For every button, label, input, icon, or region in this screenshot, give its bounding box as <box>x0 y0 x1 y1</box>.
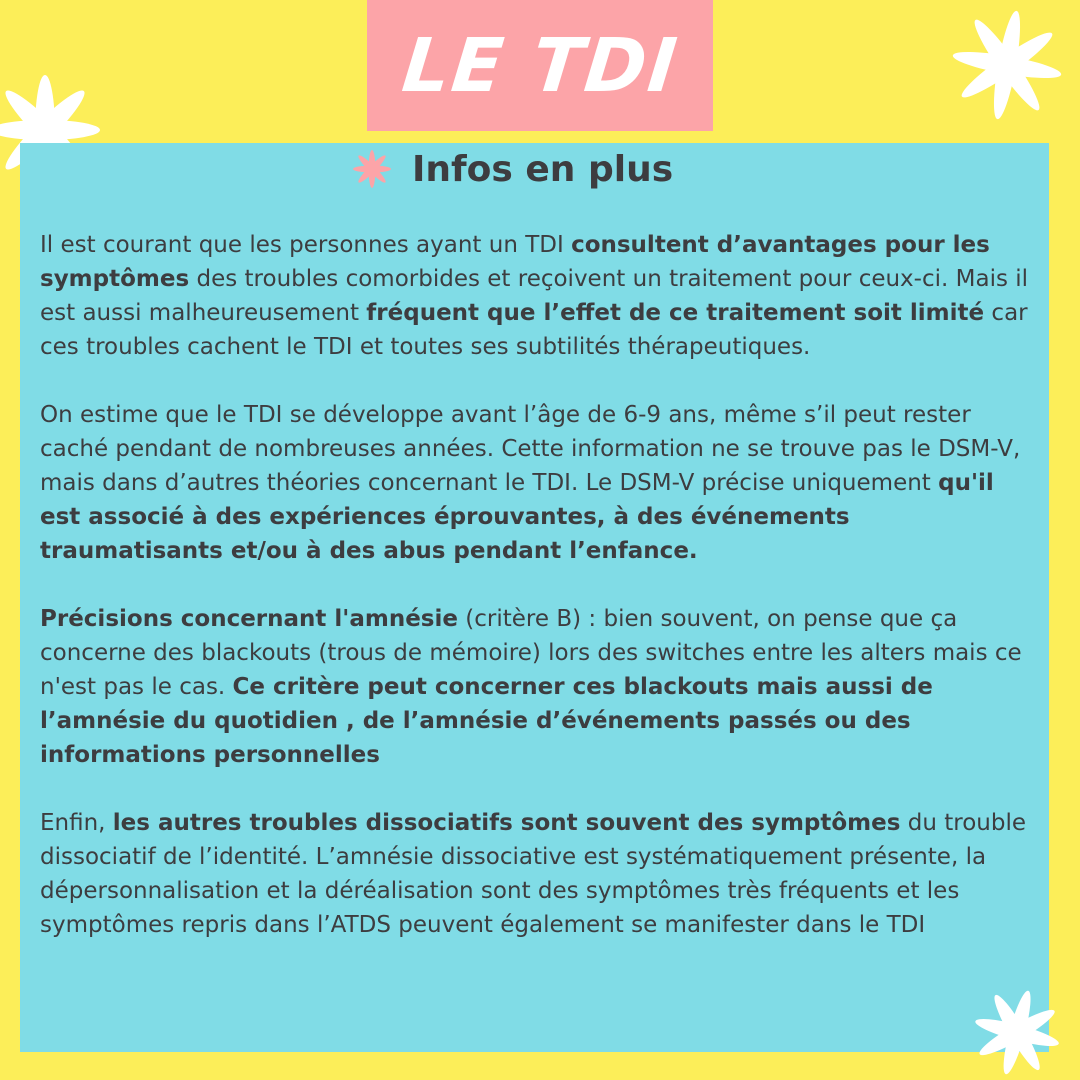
text-run-bold: Précisions concernant l'amnésie <box>40 606 458 632</box>
flower-icon <box>955 985 1080 1080</box>
asterisk-icon <box>350 147 394 191</box>
paragraph-3 <box>40 602 1040 772</box>
text-run-bold: qu'il est associé à des expériences éprouvantes, à des événements traumatisants et/ou à des abus pendant l’enfance. <box>40 470 994 564</box>
body-text <box>40 228 1040 976</box>
text-run: du trouble dissociatif de l’identité. L’amnésie dissociative est systématiquement présente, la dépersonnalisation et la déréalisation sont des symptômes très fréquents et les symptômes repris dans l’ATDS peuvent également se manifester dans le TDI <box>40 810 1026 938</box>
text-run-bold: fréquent que l’effet de ce traitement soit limité <box>366 300 985 326</box>
text-run-bold: consultent d’avantages pour les symptômes <box>40 232 990 292</box>
flower-icon <box>935 0 1080 130</box>
paragraph-2 <box>40 398 1040 568</box>
title-banner <box>367 0 713 131</box>
page-title: LE TDI <box>398 22 682 109</box>
text-run: (critère B) : bien souvent, on pense que ça concerne des blackouts (trous de mémoire) lors des switches entre les alters mais ce n'est pas le cas. <box>40 606 1022 700</box>
section-heading <box>350 143 673 195</box>
text-run-bold: Ce critère peut concerner ces blackouts mais aussi de l’amnésie du quotidien , de l’amnésie d’événements passés ou des informations personnelles <box>40 674 933 768</box>
text-run-bold: les autres troubles dissociatifs sont souvent des symptômes <box>112 810 901 836</box>
heading-title: Infos en plus <box>412 148 674 190</box>
paragraph-4 <box>40 806 1040 942</box>
paragraph-1 <box>40 228 1040 364</box>
text-run: des troubles comorbides et reçoivent un traitement pour ceux-ci. Mais il est aussi malheureusement <box>40 266 1029 326</box>
text-run: On estime que le TDI se développe avant l’âge de 6-9 ans, même s’il peut rester caché pendant de nombreuses années. Cette information ne se trouve pas le DSM-V, mais dans d’autres théories concernant le TDI. Le DSM-V précise uniquement <box>40 402 1021 496</box>
text-run: Il est courant que les personnes ayant un TDI <box>40 232 572 258</box>
text-run: car ces troubles cachent le TDI et toutes ses subtilités thérapeutiques. <box>40 300 1028 360</box>
text-run: Enfin, <box>40 810 113 836</box>
